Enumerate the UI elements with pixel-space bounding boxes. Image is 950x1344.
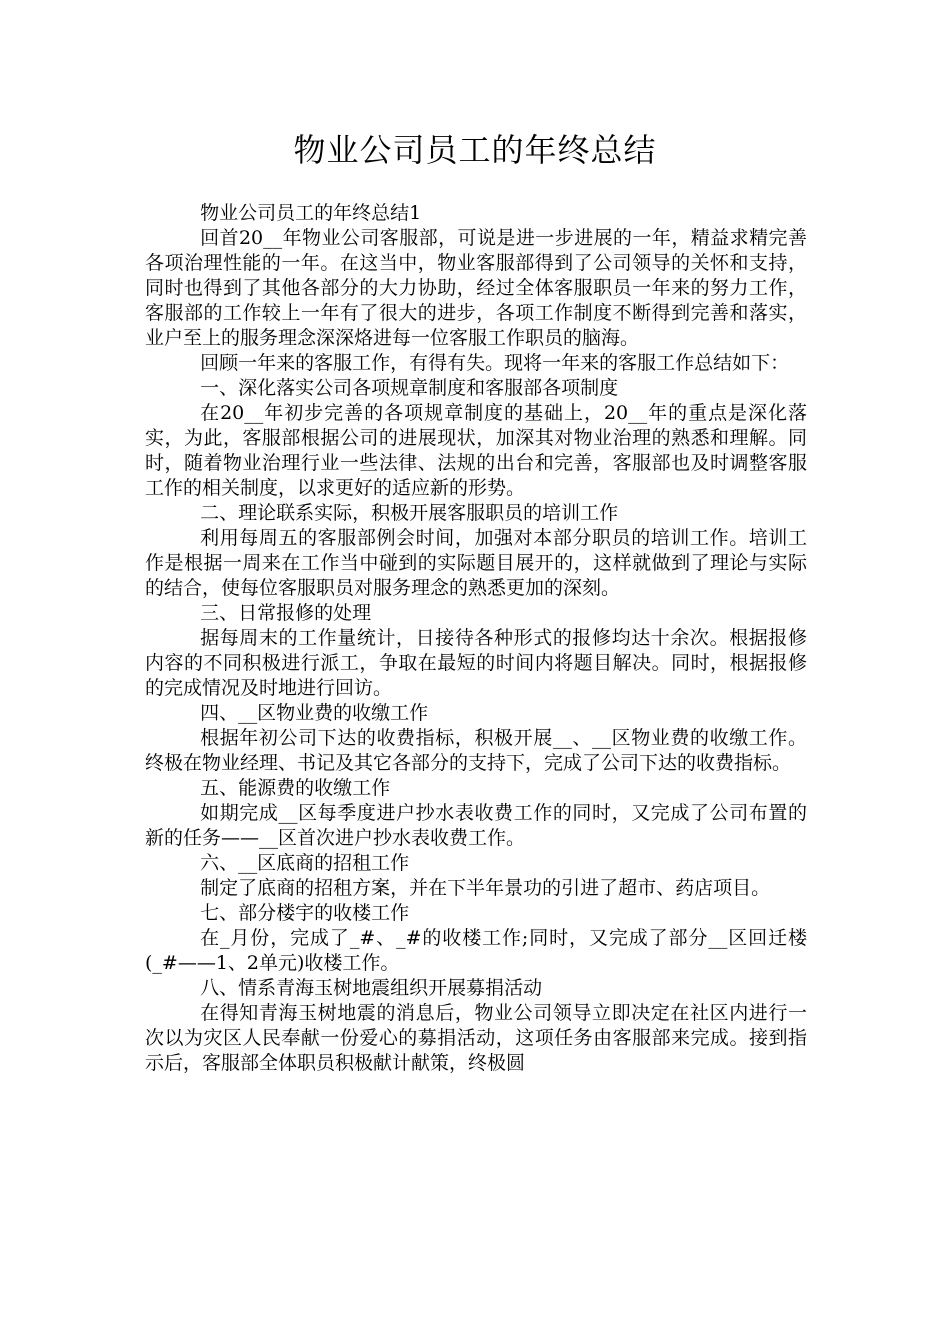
paragraph: 在得知青海玉树地震的消息后，物业公司领导立即决定在社区内进行一次以为灾区人民奉献一份爱心的募捐活动，这项任务由客服部来完成。接到指示后，客服部全体职员积极献计献策，终极圆 <box>145 1002 807 1074</box>
paragraph: 在_月份，完成了_#、_#的收楼工作;同时，又完成了部分__区回迁楼(_#——1、2单元)收楼工作。 <box>145 927 807 974</box>
paragraph: 回顾一年来的客服工作，有得有失。现将一年来的客服工作总结如下： <box>200 352 790 374</box>
subtitle: 物业公司员工的年终总结1 <box>200 202 422 224</box>
section-heading: 二、理论联系实际，积极开展客服职员的培训工作 <box>200 502 619 524</box>
section-heading: 三、日常报修的处理 <box>200 602 372 624</box>
document-body <box>145 201 807 1076</box>
paragraph: 根据年初公司下达的收费指标，积极开展__、__区物业费的收缴工作。终极在物业经理、书记及其它各部分的支持下，完成了公司下达的收费指标。 <box>145 727 807 774</box>
paragraph: 制定了底商的招租方案，并在下半年景功的引进了超市、药店项目。 <box>200 877 771 899</box>
paragraph: 回首20__年物业公司客服部，可说是进一步进展的一年，精益求精完善各项治理性能的一年。在这当中，物业客服部得到了公司领导的关怀和支持，同时也得到了其他各部分的大力协助，经过全体客服职员一年来的努力工作，客服部的工作较上一年有了很大的进步，各项工作制度不断得到完善和落实，业户至上的服务理念深深烙进每一位客服工作职员的脑海。 <box>145 227 807 349</box>
paragraph: 如期完成__区每季度进户抄水表收费工作的同时，又完成了公司布置的新的任务——__区首次进户抄水表收费工作。 <box>145 802 807 849</box>
paragraph: 在20__年初步完善的各项规章制度的基础上，20__年的重点是深化落实，为此，客服部根据公司的进展现状，加深其对物业治理的熟悉和理解。同时，随着物业治理行业一些法律、法规的出台和完善，客服部也及时调整客服工作的相关制度，以求更好的适应新的形势。 <box>145 402 807 499</box>
section-heading: 八、情系青海玉树地震组织开展募捐活动 <box>200 977 543 999</box>
section-heading: 四、__区物业费的收缴工作 <box>200 702 429 724</box>
paragraph: 据每周末的工作量统计，日接待各种形式的报修均达十余次。根据报修内容的不同积极进行派工，争取在最短的时间内将题目解决。同时，根据报修的完成情况及时地进行回访。 <box>145 627 807 699</box>
section-heading: 七、部分楼宇的收楼工作 <box>200 902 410 924</box>
paragraph: 利用每周五的客服部例会时间，加强对本部分职员的培训工作。培训工作是根据一周来在工作当中碰到的实际题目展开的，这样就做到了理论与实际的结合，使每位客服职员对服务理念的熟悉更加的深刻。 <box>145 527 807 599</box>
section-heading: 五、能源费的收缴工作 <box>200 777 391 799</box>
page-title: 物业公司员工的年终总结 <box>293 131 657 169</box>
section-heading: 一、深化落实公司各项规章制度和客服部各项制度 <box>200 377 619 399</box>
section-heading: 六、__区底商的招租工作 <box>200 852 410 874</box>
